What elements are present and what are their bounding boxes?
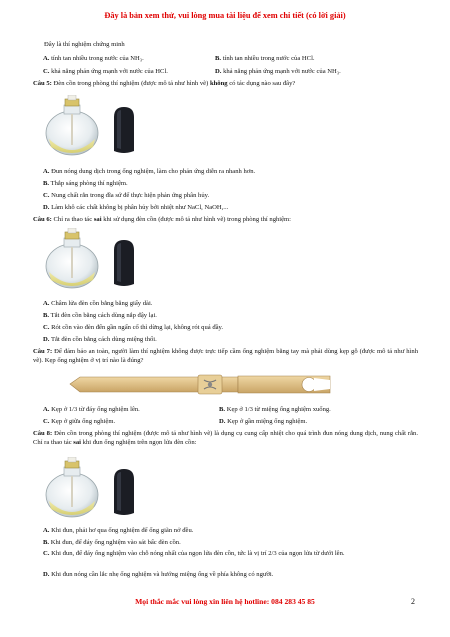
q5-option-c: C. Nung chất rắn trong đĩa sứ để thực hiện phản ứng phân hủy. (43, 192, 210, 199)
q8-stem: Câu 8: Đèn cồn trong phòng thí nghiệm (được mô tả như hình vẽ) là dụng cụ cung cấp nhiệt cho quá trình đun nóng dung dịch, nung chất rắn. Chỉ ra thao tác sai khi đun ống nghiệm trên ngọn lửa đèn cồn: (33, 430, 418, 446)
q4-option-c: C. khả năng phản ứng mạnh với nước của HCl. (43, 68, 168, 75)
q6-option-a: A. Châm lửa đèn cồn bằng băng giấy dài. (43, 300, 153, 307)
q6-option-b: B. Tắt đèn cồn bằng cách dùng nắp đậy lại. (43, 312, 157, 319)
q8-option-c: C. Khi đun, để đáy ống nghiệm vào chỗ nóng nhất của ngọn lửa đèn cồn, tức là vị trí 2/3 của ngọn lửa từ dưới lên. (43, 550, 345, 557)
q5-stem: Câu 5: Đèn cồn trong phòng thí nghiệm (được mô tả như hình vẽ) không có tác dụng nào sau đây? (33, 80, 296, 87)
q8-option-b: B. Khi đun, để đáy ống nghiệm vào sát bấc đèn cồn. (43, 539, 181, 546)
q5-option-a: A. Đun nóng dung dịch trong ống nghiệm, làm cho phản ứng diễn ra nhanh hơn. (43, 168, 256, 175)
q6-stem: Câu 6: Chỉ ra thao tác sai khi sử dụng đèn cồn (được mô tả như hình vẽ) trong phòng thí nghiệm: (33, 216, 292, 223)
q4-option-b: B. tính tan nhiều trong nước của HCl. (215, 55, 315, 62)
alcohol-lamp-image (44, 457, 140, 521)
q7-option-a: A. Kẹp ở 1/3 từ đáy ống nghiệm lên. (43, 406, 140, 413)
q4-option-d: D. khả năng phản ứng mạnh với nước của NH₃. (215, 68, 341, 75)
q5-option-b: B. Thắp sáng phòng thí nghiệm. (43, 180, 128, 187)
q7-option-c: C. Kẹp ở giữa ống nghiệm. (43, 418, 116, 425)
page-number: 2 (411, 597, 415, 606)
q8-option-a: A. Khi đun, phải hơ qua ống nghiệm để ống giãn nở đều. (43, 527, 194, 534)
q7-stem: Câu 7: Để đảm bảo an toàn, người làm thí nghiệm không được trực tiếp cầm ống nghiệm bằng tay mà phải dùng kẹp gỗ (được mô tả như hình vẽ). Kẹp ống nghiệm ở vị trí nào là đúng? (33, 348, 418, 364)
q7-option-b: B. Kẹp ở 1/3 từ miệng ống nghiệm xuống. (219, 406, 331, 413)
q4-option-a: A. tính tan nhiều trong nước của NH₃. (43, 55, 144, 62)
alcohol-lamp-image (44, 95, 140, 159)
q7-option-d: D. Kẹp ở gần miệng ống nghiệm. (219, 418, 308, 425)
q6-option-d: D. Tắt đèn cồn bằng cách dùng miệng thổi. (43, 336, 157, 343)
alcohol-lamp-image (44, 228, 140, 292)
q6-option-c: C. Rót cồn vào đèn đến gần ngấn cổ thì dừng lại, không rót quá đầy. (43, 324, 224, 331)
q5-option-d: D. Làm khô các chất không bị phân hủy bởi nhiệt như NaCl, NaOH,... (43, 204, 229, 211)
preview-banner: Đây là bản xem thử, vui lòng mua tài liệu để xem chi tiết (có lời giải) (104, 11, 346, 20)
q4-intro: Đây là thí nghiệm chứng minh (44, 41, 125, 48)
wooden-test-tube-holder-image (68, 372, 331, 398)
footer-hotline: Mọi thắc mắc vui lòng xin liên hệ hotline: 084 283 45 85 (135, 597, 315, 606)
q8-option-d: D. Khi đun nóng cần lắc nhẹ ống nghiệm và hướng miệng ống về phía không có người. (43, 571, 274, 578)
